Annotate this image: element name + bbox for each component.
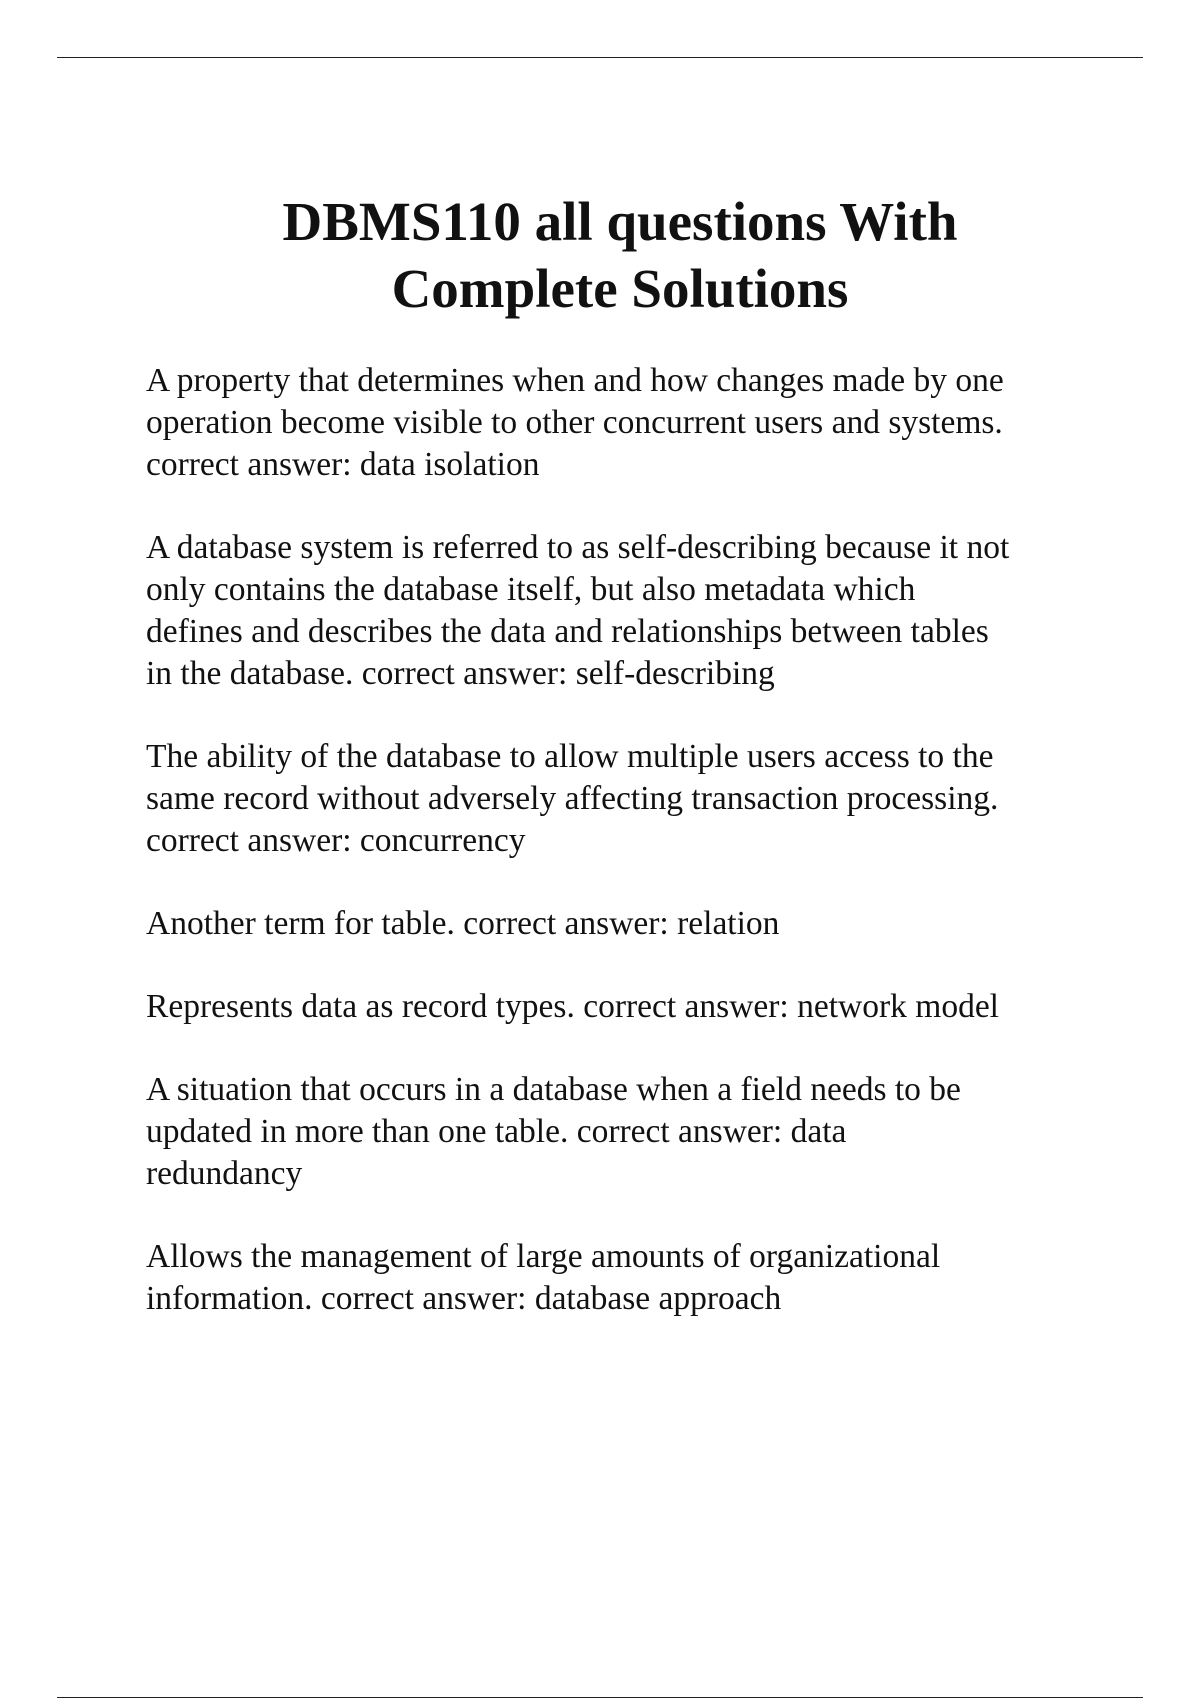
question-list [146,360,1106,1361]
text-line: Another term for table. correct answer: relation [146,905,780,942]
text-line: only contains the database itself, but also metadata which [146,571,916,608]
question-item [146,360,1106,486]
top-rule [57,57,1143,58]
text-line: updated in more than one table. correct answer: data [146,1113,847,1150]
text-line: The ability of the database to allow multiple users access to the [146,738,994,775]
text-line: Represents data as record types. correct answer: network model [146,988,999,1025]
text-line: A situation that occurs in a database when a field needs to be [146,1071,961,1108]
text-line: correct answer: concurrency [146,822,526,859]
text-line: defines and describes the data and relationships between tables [146,613,989,650]
text-line: redundancy [146,1155,303,1192]
page-title [0,188,1200,322]
question-item [146,527,1106,695]
text-line: A property that determines when and how changes made by one [146,362,1004,399]
title-line: DBMS110 all questions With [282,191,958,252]
text-line: correct answer: data isolation [146,446,540,483]
question-item [146,986,1106,1028]
text-line: information. correct answer: database approach [146,1280,782,1317]
question-item [146,736,1106,862]
question-item [146,1069,1106,1195]
text-line: Allows the management of large amounts of organizational [146,1238,941,1275]
bottom-rule [57,1697,1143,1698]
title-line: Complete Solutions [391,258,849,319]
question-item [146,903,1106,945]
text-line: A database system is referred to as self-describing because it not [146,529,1010,566]
question-item [146,1236,1106,1320]
text-line: same record without adversely affecting transaction processing. [146,780,999,817]
text-line: in the database. correct answer: self-describing [146,655,775,692]
text-line: operation become visible to other concurrent users and systems. [146,404,1003,441]
